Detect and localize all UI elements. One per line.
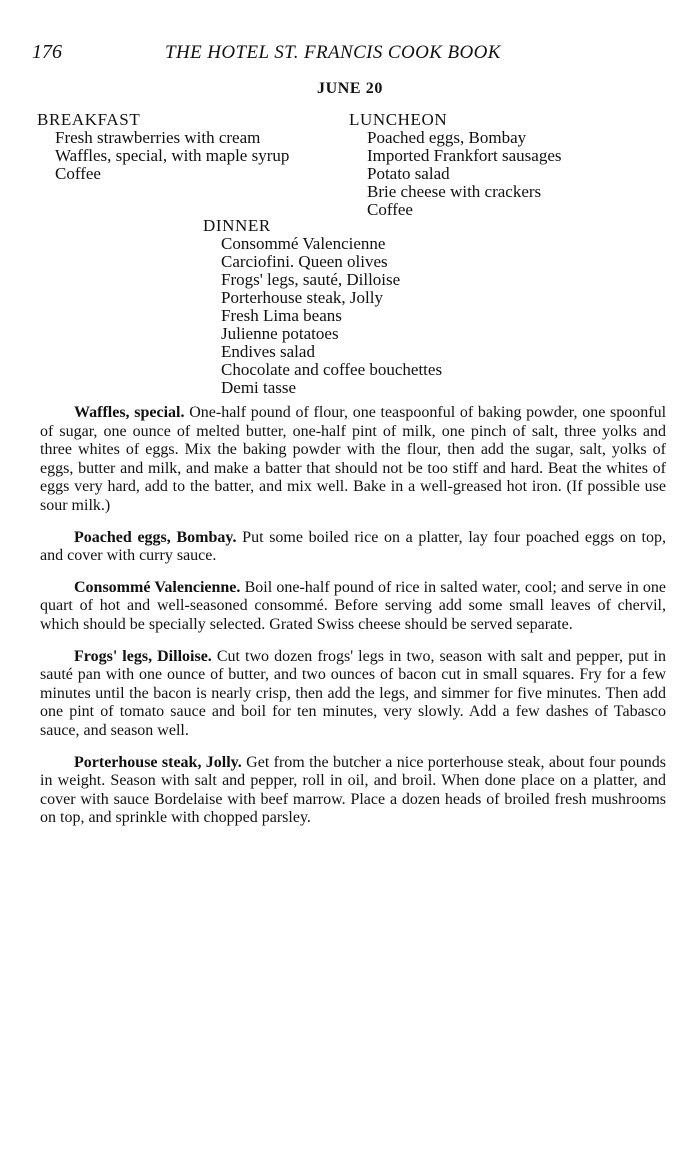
dinner-item: Demi tasse: [221, 378, 297, 397]
luncheon-item: Brie cheese with crackers: [367, 182, 542, 201]
recipe-text: Boil one-half pound of rice in salted water, cool; and serve in one quart of hot and well-seasoned consommé. Before serving add some small leaves of chervil, which should be specially selected. Grated Swiss cheese should be served separate.: [40, 578, 667, 633]
luncheon-item: Coffee: [367, 200, 413, 219]
dinner-item: Porterhouse steak, Jolly: [221, 288, 383, 307]
page-header: [32, 41, 670, 67]
luncheon-item: Imported Frankfort sausages: [367, 146, 562, 165]
page-number: 176: [32, 41, 62, 63]
dinner-menu: [203, 217, 442, 397]
luncheon-item: Poached eggs, Bombay: [367, 128, 527, 147]
recipe-text: Get from the butcher a nice porterhouse steak, about four pounds in weight. Season with salt and pepper, roll in oil, and broil. When done place on a platter, and cover with sauce Bordelaise with beef marrow. Place a dozen heads of broiled fresh mushrooms on top, and sprinkle with chopped parsley.: [40, 753, 667, 827]
luncheon-item: Potato salad: [367, 164, 450, 183]
dinner-item: Fresh Lima beans: [221, 306, 342, 325]
dinner-item: Consommé Valencienne: [221, 234, 386, 253]
recipe-title: Frogs' legs, Dilloise.: [74, 647, 212, 665]
running-head: THE HOTEL ST. FRANCIS COOK BOOK: [165, 42, 501, 63]
recipe-paragraph: [40, 648, 666, 741]
luncheon-heading: LUNCHEON: [349, 110, 448, 129]
recipe-paragraph: [40, 404, 666, 516]
recipe-title: Porterhouse steak, Jolly.: [74, 753, 242, 771]
breakfast-item: Fresh strawberries with cream: [55, 128, 261, 147]
menu-date: JUNE 20: [317, 80, 383, 97]
dinner-item: Endives salad: [221, 342, 315, 361]
recipe-text: One-half pound of flour, one teaspoonful of baking powder, one spoonful of sugar, one ounce of melted butter, one-half pint of milk, one pinch of salt, three yolks and three whites of eggs. Mix the baking powder with the flour, then add the sugar, salt, yolks of eggs, butter and milk, and make a batter that should not be too stiff and hard. Beat the whites of eggs very hard, add to the batter, and mix well. Bake in a well-greased hot iron. (If possible use sour milk.): [40, 404, 667, 514]
recipes: [40, 404, 666, 841]
dinner-item: Carciofini. Queen olives: [221, 252, 388, 271]
dinner-item: Julienne potatoes: [221, 324, 339, 343]
dinner-item: Chocolate and coffee bouchettes: [221, 360, 443, 379]
dinner-item: Frogs' legs, sauté, Dilloise: [221, 270, 401, 289]
breakfast-item: Waffles, special, with maple syrup: [55, 146, 290, 165]
breakfast-menu: [37, 111, 289, 183]
luncheon-menu: [349, 111, 562, 219]
recipe-text: Put some boiled rice on a platter, lay four poached eggs on top, and cover with curry sauce.: [40, 528, 667, 565]
recipe-text: Cut two dozen frogs' legs in two, season with salt and pepper, put in sauté pan with one ounce of butter, and two ounces of bacon cut in small squares. Fry for a few minutes until the bacon is nearly crisp, then add the legs, and simmer for five minutes. Then add one pint of tomato sauce and boil for ten minutes, very slowly. Add a few dashes of Tabasco sauce, and season well.: [40, 647, 667, 739]
recipe-title: Waffles, special.: [74, 404, 185, 421]
recipe-paragraph: [40, 754, 666, 828]
dinner-heading: DINNER: [203, 216, 271, 235]
recipe-paragraph: [40, 579, 666, 635]
breakfast-heading: BREAKFAST: [37, 110, 141, 129]
recipe-title: Poached eggs, Bombay.: [74, 528, 237, 546]
recipe-paragraph: [40, 529, 666, 566]
breakfast-item: Coffee: [55, 164, 101, 183]
recipe-title: Consommé Valencienne.: [74, 578, 241, 596]
